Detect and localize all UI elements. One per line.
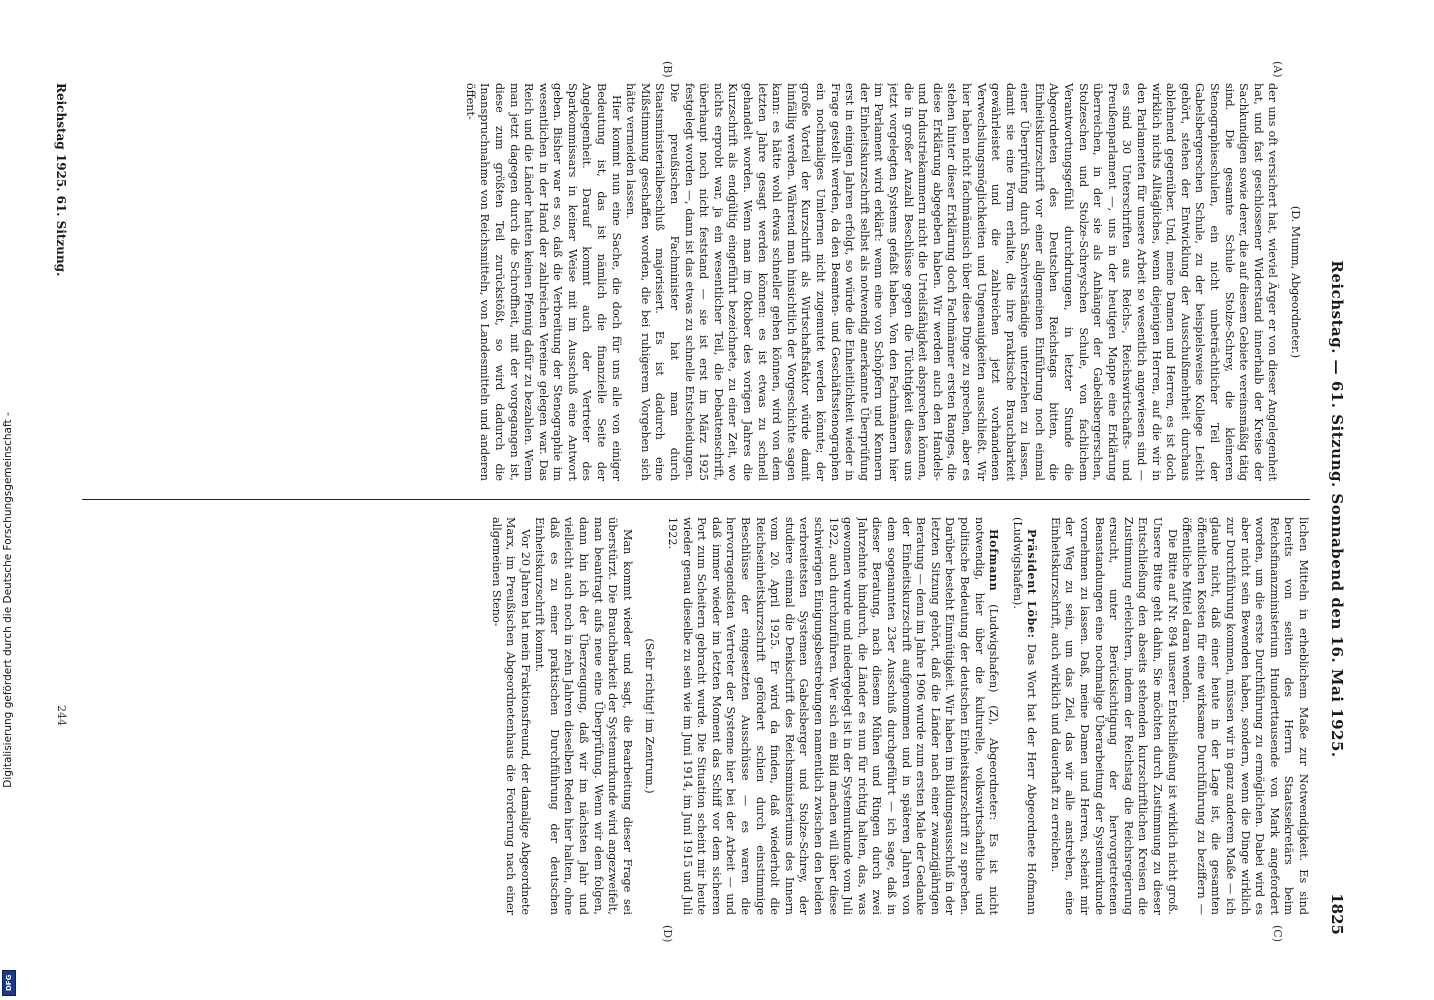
document-page [0,5,1434,995]
footer-page-ref: 244 [55,705,68,726]
paragraph: Die Bitte auf Nr. 894 unserer Entschließung ist wirklich nicht groß. Unsere Bitte geht dahin, Sie möchten durch Zustimmung zu dieser Entschließung den abseits stehenden kurzschriftlichen Kreisen die Zustimmung erleichtern, indem der Reichstag die Reichsregierung ersucht, unter Berücksichtigung der hervorgetretenen Beanstandungen eine nochmalige Überarbeitung der Systemurkunde vornehmen zu lassen. Daß, meine Damen und Herren, scheint mir der Weg zu sein, um das Ziel, das wir alle anstreben, eine Einheitskurzschrift, auch wirklich und dauerhaft zu erreichen. [1048,517,1179,915]
paragraph: Hier kommt nun eine Sache, die doch für uns alle von einiger Bedeutung ist, das ist nämlich die finanzielle Seite der Angelegenheit. Darauf kommt auch der Vertreter des Sparkommissars in keiner Weise mit im Ausschuß eine Antwort geben. Bisher war es so, daß die Verbreitung der Stenographie im wesentlichen in der Hand der zahlreichen Vereine gelegen war. Das Reich und die Länder hatten keinen Pfennig dafür zu bezahlen. Wenn man jetzt dagegen durch die Schroffheit, mit der vorgegangen ist, diese zum größten Teil zurückstößt, so wird dadurch die Inanspruchnahme von Reichsmitteln, von Landesmitteln und anderen öffent- [463,83,623,481]
header-title: Reichstag. — 61. Sitzung. Sonnabend den 16. Mai 1925. [1328,260,1346,758]
president-statement [1009,517,1039,915]
paragraph: Vor 20 Jahren hat mein Fraktionsfreund, der damalige Abgeordnete Marx, im Preußischen Abgeordnetenhaus die Forderung nach einer allgemeinen Steno- [489,517,532,915]
page-header [1318,83,1346,935]
speaker-continuation: (D. Mumm, Abgeordneter.) [1289,205,1302,359]
digitization-note: Digitalisierung gefördert durch die Deutsche Forschungsgemeinschaft - [2,412,14,788]
margin-letter-a: (A) [1271,61,1284,78]
speaker-label: Hofmann [987,529,1002,592]
margin-letter-c: (C) [1271,925,1284,942]
left-column [82,83,1310,481]
digitization-strip [0,0,16,1000]
column-divider [82,499,1310,500]
speaker-label: Präsident Löbe: [1025,529,1040,639]
paragraph: Man kommt wieder und sagt, die Bearbeitung dieser Frage sei überstürzt. Die Brauchbarkeit der Systemurkunde wird angezweifelt, man beantragt aufs neue eine Überprüfung. Wenn wir dem folgen, dann bin ich der Überzeugung, daß wir im nächsten Jahr und vielleicht auch noch in zehn Jahren dieselben Reden hier halten, ohne daß es zu einer praktischen Durchführung der deutschen Einheitskurzschrift kommt. [533,517,634,915]
footer-left: Reichstag 1925. 61. Sitzung. [54,83,68,277]
right-column [82,517,1310,915]
dfg-logo-icon: DFG [2,970,16,996]
paragraph: lichen Mitteln in erheblichem Maße zur Notwendigkeit. Es sind bereits von seiten des Herrn Staatssekretärs beim Reichsfinanzministerium Hunderttausende von Mark angefordert worden, um die erste Durchführung zu ermöglichen. Dabei wird es aber nicht sein Bewenden haben, sondern, wenn die Dinge wirklich zur Durchführung kommen, müssen wir in ganz anderem Maße — ich glaube nicht, daß einer heute in der Lage ist, die gesamten öffentlichen Kosten für eine wirksame Durchführung zu beziffern — öffentliche Mittel daran wenden. [1180,517,1310,915]
margin-letter-b: (B) [661,61,674,78]
statement-text: Das Wort hat der Herr Abgeordnete Hofmann (Ludwigshafen). [1010,517,1039,915]
speech-text: (Ludwigshafen) (Z), Abgeordneter: Es ist nicht notwendig, hier über die kulturelle, volkswirtschaftliche und politische Bedeutung der deutschen Einheitskurzschrift zu sprechen. Darüber besteht Einmütigkeit. Wir haben im Bildungsausschuß in der letzten Sitzung gehört, daß die Länder nach einer zwanzigjährigen Beratung — denn im Jahre 1906 wurde zum ersten Male der Gedanke der Einheitskurzschrift aufgenommen und in späteren Jahren von dem sogenannten 23er Ausschuß durchgeführt — ich sage, daß in dieser Beratung, nach diesem Mühen und Ringen durch zwei Jahrzehnte hindurch, die Länder es nun für richtig halten, das, was gewonnen wurde und niedergelegt ist in der Systemurkunde vom Juli 1922, auch durchzuführen. Wer sich ein Bild machen will über diese schwierigen Einigungsbestrebungen namentlich zwischen den beiden verbreitetsten Systemen Gabelsberger und Stolze-Schrey, der studiere einmal die Denkschrift des Reichsministeriums des Innern vom 20. April 1925. Er wird da finden, daß wiederholt die Reichseinheitskurzschrift gefördert schien durch einstimmige Beschlüsse der eingesetzten Ausschüsse — es waren die hervorragendsten Vertreter der Systeme hier bei der Arbeit — und daß immer wieder im letzten Moment das Schiff vor dem sicheren Port zum Scheitern gebracht wurde. Die Situation scheint mir heute wieder genau dieselbe zu sein wie im Juni 1914, im Juni 1915 und Juli 1922. [666,517,1001,915]
margin-letter-d: (D) [661,925,674,943]
page-sheet [0,5,1434,995]
interjection: (Sehr richtig! im Zentrum.) [643,638,657,794]
paragraph: der uns oft versichert hat, wieviel Ärger er von dieser Angelegenheit hat, und fast geschlossener Widerstand innerhalb der Kreise der Sachkundigen sowie derer, die auf diesem Gebiete vereinsmäßig tätig sind. Die gesamte Schule Stolze-Schrey, die kleineren Stenographieschulen, ein nicht unbeträchtlicher Teil der Gabelsbergerschen Schule, zu der beispielsweise Kollege Leicht gehört, stehen der Entwicklung der Ausschußmehrheit durchaus ablehnend gegenüber. Und, meine Damen und Herren, es ist doch wirklich nichts Alltägliches, wenn diejenigen Herren, auf die wir in den Parlamenten für unsere Arbeit so wesentlich angewiesen sind — es sind 30 Unterschriften aus Reichs-, Reichswirtschafts- und Preußenparlament —, uns in der heutigen Mappe eine Erklärung überreichen, in der sie als Anhänger der Gabelsbergerschen, Stolzeschen und Stolze-Schreyschen Schule, von fachlichem Verantwortungsgefühl durchdrungen, in letzter Stunde die Abgeordneten des Deutschen Reichstags bitten, die Einheitskurzschrift vor einer allgemeinen Einführung noch einmal einer Überprüfung durch Sachverständige unterziehen zu lassen, damit sie eine Form erhalte, die ihre praktische Brauchbarkeit gewährleistet und die zahlreichen jetzt vorhandenen Verwechslungsmöglichkeiten und Ungenauigkeiten ausschließt. Wir hier haben nicht fachmännisch über diese Dinge zu sprechen, aber es stehen hinter dieser Erklärung doch Fachmänner ersten Ranges, die diese Erklärung abgegeben haben. Wir werden auch den Handels- und Industriekammern nicht die Urteilsfähigkeit absprechen können, die in großer Anzahl Beschlüsse gegen die Tüchtigkeit dieses uns jetzt vorgelegten Systems gefaßt haben. Von den Fachmännern hier im Parlament wird erklärt: wenn eine von Schöpfern und Kennern der Einheitskurzschrift selbst als notwendig anerkannte Überprüfung erst in einigen Jahren erfolgt, so würde die Einheitlichkeit wieder in Frage gestellt werden, da den Beamten- und Geschäftsstenographen ein nochmaliges Umlernen nicht zugemutet werden könnte; der große Vorteil der Kurzschrift als Wirtschaftsfaktor würde damit hinfällig werden. Während man hinsichtlich der Vorgeschichte sagen kann: es hätte wohl etwas schneller gehen können, wird von dem letzten Jahre gesagt werden können: es ist etwas zu schnell gehandelt worden. Wenn man im Oktober des vorigen Jahres die Kurzschrift als endgültig eingeführt bezeichnete, zu einer Zeit, wo nichts erprobt war, ja ein wesentlicher Teil, die Debattenschrift, überhaupt noch nicht feststand — sie ist erst im März 1925 festgelegt worden —, dann ist das etwas zu schnelle Entscheidungen. Die preußischen Fachminister hat man durch Staatsministerialbeschluß majorisiert. Es ist dadurch eine Mißstimmung geschaffen worden, die bei ruhigerem Vorgehen sich hätte vermeiden lassen. [624,83,1280,481]
header-page-number: 1825 [1328,893,1346,935]
speech [664,517,1001,915]
